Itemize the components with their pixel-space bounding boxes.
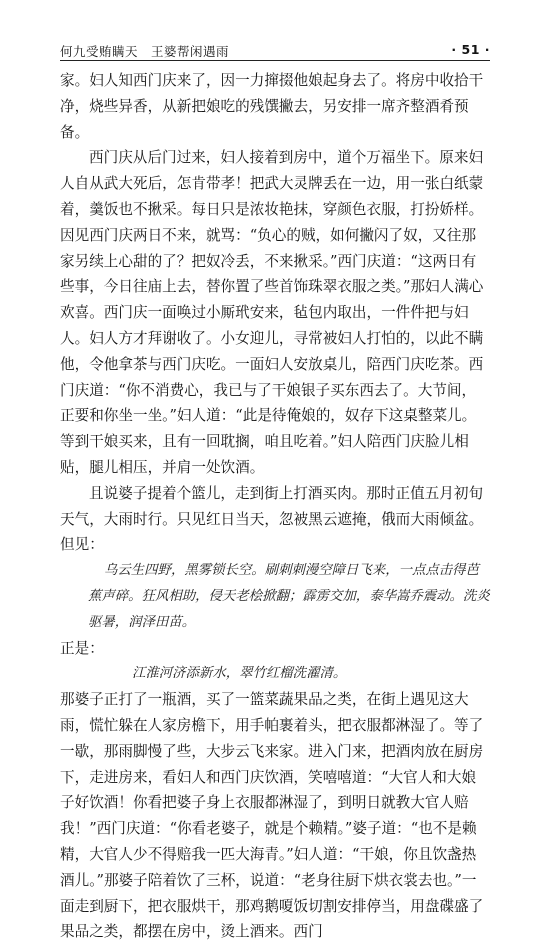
- paragraph-wang-returns: 那婆子正打了一瓶酒，买了一篮菜蔬果品之类，在街上遇见这大雨，慌忙躲在人家房檐下，用手帕裹着头，把衣服都淋湿了。等了一歇，那雨脚慢了些，大步云飞来家。进入门来，把酒肉放在厨房下，走进房来，看妇人和西门庆饮酒，笑嘻嘻道：“大官人和大娘子好饮酒！你看把婆子身上衣服都淋湿了，到明日就教大官人赔我！”西门庆道：“你看老婆子，就是个赖精。”婆子道：“也不是赖精，大官人少不得赔我一匹大海青。”妇人道：“干娘，你且饮盏热酒儿。”那婆子陪着饮了三杯，说道：“老身往厨下烘衣裳去也。”一面走到厨下，把衣服烘干，那鸡鹅嗄饭切割安排停当，用盘碟盛了果品之类，都摆在房中，烫上酒来。西门: [60, 691, 484, 941]
- zhengshi-line: 正是：: [60, 639, 104, 657]
- page-body: [60, 68, 490, 945]
- paragraph-ximen-arrives: 西门庆从后门过来，妇人接着到房中，道个万福坐下。原来妇人自从武大死后，怎肯带孝！把武大灵牌丢在一边，用一张白纸蒙着，羹饭也不揪采。每日只是浓妆艳抹，穿颜色衣服，打扮娇样。因见西门庆两日不来，就骂：“负心的贼，如何撇闪了奴，又往那家另续上心甜的了？把奴冷丢，不来揪采。”西门庆道：“这两日有些事，今日往庙上去，替你置了些首饰珠翠衣服之类。”那妇人满心欢喜。西门庆一面唤过小厮玳安来，毡包内取出，一件件把与妇人。妇人方才拜谢收了。小女迎儿，寻常被妇人打怕的，以此不瞒他，令他拿茶与西门庆吃。一面妇人安放桌儿，陪西门庆吃茶。西门庆道：“你不消费心，我已与了干娘银子买东西去了。大节间，正要和你坐一坐。”妇人道：“此是待俺娘的，奴存下这桌整菜儿。等到干娘买来，且有一回耽搁，咱且吃着。”妇人陪西门庆脸儿相贴，腿儿相压，并肩一处饮酒。: [60, 149, 484, 476]
- couplet: 江淮河济添新水，翠竹红榴洗濯清。: [132, 666, 347, 682]
- running-header: [60, 38, 490, 60]
- chapter-title: 何九受贿瞒天 王婆帮闲遇雨: [60, 44, 230, 59]
- rain-poem: 乌云生四野，黑雾锁长空。刷刺刺漫空障日飞来，一点点击得芭蕉声碎。狂风相助，侵天老桧掀翻；霹雳交加，泰华嵩乔震动。洗炎驱暑，润泽田苗。: [88, 563, 490, 630]
- paragraph-rain-begins: 且说婆子提着个篮儿，走到街上打酒买肉。那时正值五月初旬天气，大雨时行。只见红日当天，忽被黑云遮掩，俄而大雨倾盆。但见：: [60, 484, 484, 554]
- header-rule: [60, 60, 490, 61]
- paragraph-continuation: 家。妇人知西门庆来了，因一力撺掇他娘起身去了。将房中收拾干净，烧些异香，从新把娘吃的残馔撇去，另安排一席齐整酒肴预备。: [60, 72, 484, 141]
- page-number: · 51 ·: [451, 42, 490, 57]
